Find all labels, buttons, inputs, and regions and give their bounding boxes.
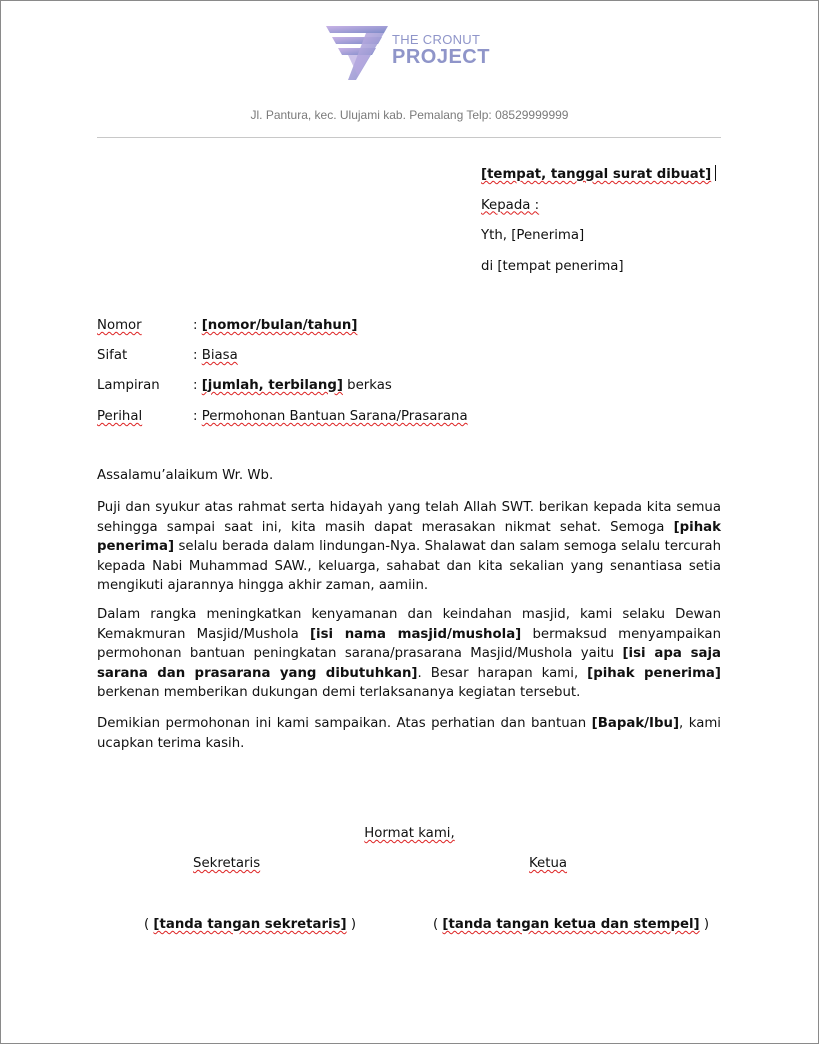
addressee[interactable]: Yth, [Penerima]: [481, 228, 585, 243]
salutation: Assalamu’alaikum Wr. Wb.: [97, 468, 274, 483]
paragraph-2-text: bermaksud menyampaikan permohonan bantuan peningkatan sarana/prasarana Masjid/Mushola yaitu: [97, 626, 721, 661]
lampiran-value[interactable]: [jumlah, terbilang]: [201, 378, 343, 393]
paragraph-3-text: Demikian permohonan ini kami sampaikan. Atas perhatian dan bantuan: [97, 716, 592, 731]
paragraph-2-text: Dalam rangka meningkatkan kenyamanan dan keindahan masjid, kami selaku Dewan Kemakmuran Masjid/Mushola: [97, 607, 721, 642]
paragraph-1-text: selalu berada dalam lindungan-Nya. Shalawat dan salam semoga selalu tercurah kepada Nabi Muhammad SAW., keluarga, sahabat dan kita sekalian yang senantiasa setia mengikuti ajarannya hingga akhir zaman, aamiin.: [97, 539, 721, 593]
chair-title-text: Ketua: [529, 856, 568, 871]
secretary-sign-placeholder[interactable]: [tanda tangan sekretaris]: [153, 917, 347, 932]
placeholder-bapak-ibu[interactable]: [Bapak/Ibu]: [591, 716, 680, 731]
chair-signature: [433, 915, 709, 935]
place-date[interactable]: [tempat, tanggal surat dibuat]: [481, 167, 712, 182]
placeholder-nama-masjid[interactable]: [isi nama masjid/mushola]: [309, 626, 522, 642]
regards-text: Hormat kami,: [364, 826, 455, 841]
placeholder-pihak-penerima[interactable]: [pihak penerima]: [97, 519, 721, 554]
logo-text-top: THE CRONUT: [392, 32, 481, 47]
closing-regards: [0, 824, 819, 844]
nomor-label: Nomor: [97, 318, 142, 333]
close-paren: ): [699, 917, 710, 932]
chair-title: [529, 854, 567, 874]
header-divider: [97, 137, 721, 138]
colon: :: [193, 378, 202, 393]
placeholder-sarana[interactable]: [isi apa saja sarana dan prasarana yang dibutuhkan]: [97, 646, 721, 681]
nomor-value[interactable]: [nomor/bulan/tahun]: [201, 318, 358, 333]
close-paren: ): [346, 917, 357, 932]
letterhead-address: Jl. Pantura, kec. Ulujami kab. Pemalang Telp: 08529999999: [250, 108, 569, 122]
sifat-value[interactable]: Biasa: [201, 348, 238, 363]
paragraph-3-text: , kami ucapkan terima kasih.: [97, 716, 721, 751]
placeholder-pihak-penerima[interactable]: [pihak penerima]: [587, 665, 721, 681]
lampiran-label: Lampiran: [97, 378, 160, 393]
open-paren: (: [433, 917, 443, 932]
open-paren: (: [144, 917, 154, 932]
paragraph-1: [97, 498, 721, 596]
paragraph-2-text: berkenan memberikan dukungan demi terlaksananya kegiatan tersebut.: [97, 685, 581, 700]
paragraph-2: [97, 605, 721, 703]
perihal-label: Perihal: [97, 409, 143, 424]
secretary-title-text: Sekretaris: [193, 856, 261, 871]
colon: :: [193, 318, 202, 333]
chair-sign-placeholder[interactable]: [tanda tangan ketua dan stempel]: [442, 917, 700, 932]
to-label[interactable]: Kepada :: [481, 197, 540, 213]
secretary-title: [193, 854, 260, 874]
recipient-location[interactable]: di [tempat penerima]: [481, 258, 624, 274]
recipient-block: [481, 165, 716, 287]
sifat-label: Sifat: [97, 348, 128, 363]
paragraph-3: [97, 714, 721, 753]
colon: :: [193, 348, 202, 363]
paragraph-2-text: . Besar harapan kami,: [417, 665, 588, 681]
paragraph-1-text: Puji dan syukur atas rahmat serta hidayah yang telah Allah SWT. berikan kepada kita semua sehingga sampai saat ini, kita masih dapat merasakan nikmat sehat. Semoga: [97, 500, 721, 535]
lampiran-suffix: berkas: [342, 378, 392, 393]
text-cursor: [715, 165, 716, 181]
logo-text-bottom: PROJECT: [392, 46, 490, 68]
secretary-signature: [144, 915, 356, 935]
colon: :: [193, 409, 202, 424]
perihal-value[interactable]: Permohonan Bantuan Sarana/Prasarana: [201, 409, 468, 424]
